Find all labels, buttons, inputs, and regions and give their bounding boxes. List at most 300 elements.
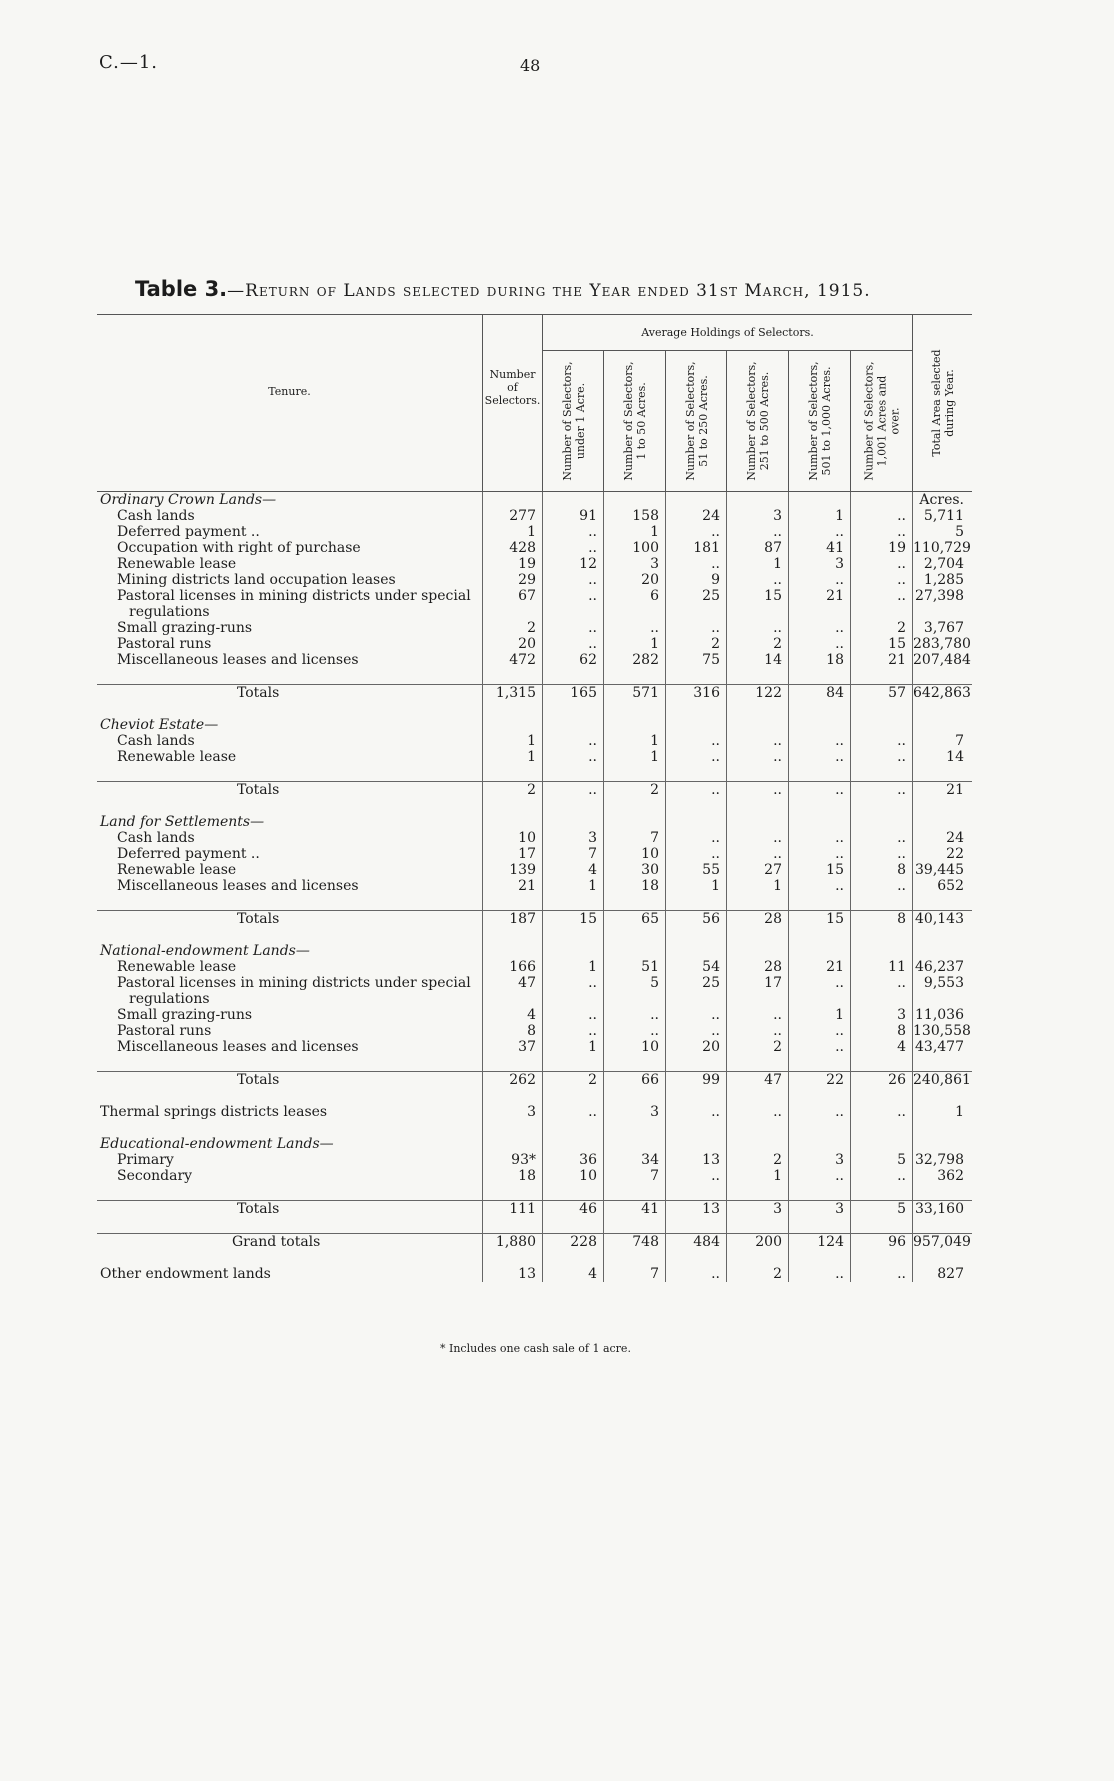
area-cell: 33,160 (912, 1201, 970, 1217)
value-cell (665, 492, 726, 508)
value-cell (603, 604, 665, 620)
value-cell: 29 (482, 572, 542, 588)
value-cell: 2 (726, 1266, 788, 1282)
tenure-cell (97, 556, 482, 572)
area-cell: 22 (912, 846, 970, 862)
table-row (97, 1007, 972, 1023)
tenure-cell (97, 991, 482, 1007)
row-spacer (97, 1250, 972, 1266)
value-cell: 30 (603, 862, 665, 878)
table-title (135, 277, 871, 301)
value-cell: .. (788, 1266, 850, 1282)
col-501-1000-header (788, 351, 851, 491)
value-cell: 37 (482, 1039, 542, 1055)
value-cell: .. (603, 1023, 665, 1039)
tenure-cell (97, 878, 482, 894)
col-1001-over-header (850, 351, 913, 491)
value-cell: .. (665, 1007, 726, 1023)
col-51-250-header (665, 351, 727, 491)
value-cell: 4 (542, 862, 603, 878)
value-cell: 19 (482, 556, 542, 572)
value-cell (788, 814, 850, 830)
value-cell: 41 (603, 1201, 665, 1217)
value-cell: 1 (788, 1007, 850, 1023)
value-cell: .. (788, 733, 850, 749)
value-cell: 2 (542, 1072, 603, 1088)
tenure-label: Renewable lease (117, 749, 237, 765)
tenure-cell (97, 540, 482, 556)
value-cell (850, 991, 912, 1007)
row-spacer (97, 1088, 972, 1104)
value-cell: .. (850, 1168, 912, 1184)
area-cell (912, 717, 970, 733)
tenure-label: Miscellaneous leases and licenses (117, 1039, 359, 1055)
tenure-label: Miscellaneous leases and licenses (117, 652, 359, 668)
area-cell: 827 (912, 1266, 970, 1282)
value-cell: .. (665, 782, 726, 798)
value-cell: .. (542, 540, 603, 556)
tenure-label: Land for Settlements— (100, 814, 265, 830)
value-cell (726, 814, 788, 830)
area-cell (912, 943, 970, 959)
value-cell: 1 (603, 524, 665, 540)
value-cell: 14 (726, 652, 788, 668)
value-cell: 1 (482, 733, 542, 749)
value-cell (850, 604, 912, 620)
value-cell: 3 (788, 1152, 850, 1168)
value-cell: 20 (665, 1039, 726, 1055)
table-row (97, 733, 972, 749)
value-cell: 1 (665, 878, 726, 894)
total-area-header (912, 315, 973, 491)
tenure-label: Secondary (117, 1168, 193, 1184)
area-cell: 5,711 (912, 508, 970, 524)
value-cell (542, 717, 603, 733)
document-reference: C.—1. (99, 52, 159, 73)
tenure-label: Pastoral runs (117, 1023, 212, 1039)
value-cell (542, 814, 603, 830)
value-cell: 67 (482, 588, 542, 604)
area-cell: 957,049 (913, 1234, 971, 1250)
value-cell: 10 (603, 846, 665, 862)
table-row (97, 749, 972, 765)
value-cell: .. (542, 572, 603, 588)
tenure-cell (97, 959, 482, 975)
area-cell: 39,445 (912, 862, 970, 878)
value-cell: 2 (726, 1039, 788, 1055)
value-cell: .. (788, 1039, 850, 1055)
value-cell (788, 943, 850, 959)
value-cell: 1 (542, 959, 603, 975)
table-row (97, 1152, 972, 1168)
value-cell: 75 (665, 652, 726, 668)
table-body (97, 492, 972, 1282)
value-cell: .. (850, 846, 912, 862)
value-cell (542, 1136, 603, 1152)
value-cell: .. (665, 524, 726, 540)
value-cell: 56 (665, 911, 726, 927)
area-cell: 32,798 (912, 1152, 970, 1168)
value-cell: 18 (788, 652, 850, 668)
row-spacer (97, 765, 972, 781)
value-cell: 54 (665, 959, 726, 975)
value-cell: 25 (665, 588, 726, 604)
value-cell: 18 (482, 1168, 542, 1184)
value-cell: .. (850, 572, 912, 588)
value-cell (665, 991, 726, 1007)
area-cell: 362 (912, 1168, 970, 1184)
tenure-cell (97, 1201, 482, 1217)
table-row (97, 604, 972, 620)
row-spacer (97, 668, 972, 684)
value-cell (788, 604, 850, 620)
tenure-cell (97, 620, 482, 636)
value-cell: 19 (850, 540, 912, 556)
tenure-header: Tenure. (268, 385, 311, 398)
value-cell: .. (542, 1023, 603, 1039)
value-cell: 20 (482, 636, 542, 652)
number-header: Number of Selectors. (482, 315, 542, 491)
tenure-cell (97, 636, 482, 652)
table-row (97, 959, 972, 975)
value-cell: 166 (482, 959, 542, 975)
tenure-cell (97, 830, 482, 846)
value-cell: 8 (850, 911, 912, 927)
value-cell: .. (850, 1266, 912, 1282)
area-cell: Acres. (912, 492, 970, 508)
value-cell: 5 (603, 975, 665, 991)
value-cell (603, 814, 665, 830)
value-cell: 3 (603, 556, 665, 572)
tenure-cell (97, 1072, 482, 1088)
totals-row (97, 910, 972, 927)
value-cell: 3 (603, 1104, 665, 1120)
tenure-label: Cheviot Estate— (100, 717, 219, 733)
value-cell: 84 (788, 685, 850, 701)
value-cell: .. (665, 733, 726, 749)
value-cell (665, 604, 726, 620)
value-cell (482, 814, 542, 830)
value-cell: .. (850, 749, 912, 765)
tenure-label: Miscellaneous leases and licenses (117, 878, 359, 894)
value-cell: 571 (603, 685, 665, 701)
value-cell: 13 (665, 1152, 726, 1168)
value-cell: .. (542, 636, 603, 652)
totals-row (97, 781, 972, 798)
value-cell: 10 (542, 1168, 603, 1184)
table-row (97, 846, 972, 862)
value-cell: 1 (726, 556, 788, 572)
area-cell (912, 604, 970, 620)
col-501-1000-label: Number of Selectors, 501 to 1,000 Acres. (807, 361, 833, 481)
section-row (97, 492, 972, 508)
value-cell: 10 (482, 830, 542, 846)
area-cell: 21 (912, 782, 970, 798)
area-cell: 207,484 (913, 652, 971, 668)
totals-row (97, 1200, 972, 1217)
value-cell: .. (665, 1168, 726, 1184)
tenure-cell (97, 1104, 482, 1120)
value-cell: 124 (788, 1234, 850, 1250)
value-cell: 282 (603, 652, 665, 668)
area-cell (912, 814, 970, 830)
value-cell: 15 (726, 588, 788, 604)
value-cell: 17 (482, 846, 542, 862)
tenure-label: Totals (237, 685, 280, 701)
row-spacer (97, 1120, 972, 1136)
col-1-50-header (603, 351, 666, 491)
value-cell: 46 (542, 1201, 603, 1217)
table-row (97, 556, 972, 572)
tenure-label: regulations (129, 991, 210, 1007)
section-row (97, 814, 972, 830)
tenure-label: Educational-endowment Lands— (100, 1136, 334, 1152)
table-row (97, 1039, 972, 1055)
tenure-label: Mining districts land occupation leases (117, 572, 396, 588)
value-cell: 99 (665, 1072, 726, 1088)
value-cell: 6 (603, 588, 665, 604)
tenure-cell (97, 1023, 482, 1039)
value-cell: .. (726, 1007, 788, 1023)
footnote: * Includes one cash sale of 1 acre. (440, 1342, 631, 1355)
table-row (97, 524, 972, 540)
tenure-label: Pastoral licenses in mining districts under special (117, 975, 471, 991)
value-cell: 28 (726, 959, 788, 975)
grand-totals-row (97, 1233, 972, 1250)
area-cell: 642,863 (913, 685, 971, 701)
value-cell: 9 (665, 572, 726, 588)
tenure-cell (97, 749, 482, 765)
value-cell: 100 (603, 540, 665, 556)
value-cell: .. (542, 1104, 603, 1120)
value-cell (482, 991, 542, 1007)
value-cell: 21 (788, 588, 850, 604)
table-row (97, 830, 972, 846)
value-cell: .. (726, 782, 788, 798)
value-cell: 21 (482, 878, 542, 894)
area-cell: 1 (912, 1104, 970, 1120)
tenure-cell (97, 508, 482, 524)
value-cell: 1 (726, 1168, 788, 1184)
value-cell: .. (788, 830, 850, 846)
value-cell: 8 (850, 1023, 912, 1039)
value-cell: 15 (542, 911, 603, 927)
area-cell: 2,704 (912, 556, 970, 572)
value-cell: 748 (603, 1234, 665, 1250)
section-row (97, 943, 972, 959)
value-cell (726, 991, 788, 1007)
value-cell: 12 (542, 556, 603, 572)
area-cell: 9,553 (912, 975, 970, 991)
tenure-label: Occupation with right of purchase (117, 540, 361, 556)
area-cell: 1,285 (912, 572, 970, 588)
value-cell (542, 604, 603, 620)
table-row (97, 636, 972, 652)
lands-table (97, 314, 972, 1282)
value-cell (482, 717, 542, 733)
value-cell (482, 943, 542, 959)
tenure-label: Pastoral runs (117, 636, 212, 652)
value-cell: 2 (726, 636, 788, 652)
value-cell (542, 943, 603, 959)
value-cell: .. (726, 572, 788, 588)
value-cell: .. (788, 1168, 850, 1184)
tenure-label: regulations (129, 604, 210, 620)
area-cell: 240,861 (913, 1072, 971, 1088)
tenure-cell (97, 814, 482, 830)
value-cell (542, 492, 603, 508)
value-cell: .. (542, 620, 603, 636)
tenure-label: Small grazing-runs (117, 1007, 253, 1023)
table-caption: —Return of Lands selected during the Year ended 31st March, 1915. (227, 281, 871, 301)
table-row (97, 620, 972, 636)
tenure-label: Grand totals (232, 1234, 321, 1250)
tenure-cell (97, 911, 482, 927)
table-row (97, 508, 972, 524)
value-cell: 3 (788, 556, 850, 572)
table-row (97, 1104, 972, 1120)
table-row (97, 878, 972, 894)
value-cell: 316 (665, 685, 726, 701)
tenure-cell (97, 943, 482, 959)
area-cell: 40,143 (912, 911, 970, 927)
value-cell: .. (726, 749, 788, 765)
value-cell (850, 1136, 912, 1152)
tenure-cell (97, 862, 482, 878)
value-cell: 3 (726, 1201, 788, 1217)
value-cell (850, 717, 912, 733)
table-row (97, 862, 972, 878)
tenure-cell (97, 782, 482, 798)
value-cell: 65 (603, 911, 665, 927)
value-cell: 47 (482, 975, 542, 991)
totals-row (97, 1071, 972, 1088)
value-cell: 1 (542, 1039, 603, 1055)
value-cell (603, 943, 665, 959)
value-cell: 21 (850, 652, 912, 668)
value-cell: .. (665, 749, 726, 765)
value-cell: .. (542, 524, 603, 540)
table-row (97, 1023, 972, 1039)
tenure-cell (97, 733, 482, 749)
value-cell: 57 (850, 685, 912, 701)
value-cell (542, 991, 603, 1007)
value-cell: 7 (603, 1266, 665, 1282)
value-cell: 3 (542, 830, 603, 846)
value-cell: 17 (726, 975, 788, 991)
value-cell: .. (603, 620, 665, 636)
value-cell: 1 (603, 749, 665, 765)
value-cell: .. (850, 588, 912, 604)
value-cell: .. (788, 975, 850, 991)
value-cell: 21 (788, 959, 850, 975)
value-cell: 36 (542, 1152, 603, 1168)
value-cell: 7 (603, 830, 665, 846)
value-cell: .. (850, 1104, 912, 1120)
tenure-cell (97, 492, 482, 508)
area-cell: 11,036 (912, 1007, 970, 1023)
value-cell (788, 1136, 850, 1152)
value-cell: .. (665, 830, 726, 846)
value-cell (603, 492, 665, 508)
value-cell: 15 (850, 636, 912, 652)
value-cell: .. (726, 1104, 788, 1120)
tenure-label: Totals (237, 1201, 280, 1217)
value-cell: .. (788, 636, 850, 652)
value-cell: .. (726, 733, 788, 749)
row-spacer (97, 1184, 972, 1200)
value-cell: 1 (603, 636, 665, 652)
value-cell: 1 (726, 878, 788, 894)
value-cell (788, 717, 850, 733)
value-cell: 22 (788, 1072, 850, 1088)
tenure-cell (97, 846, 482, 862)
value-cell: 25 (665, 975, 726, 991)
value-cell: 51 (603, 959, 665, 975)
value-cell: .. (850, 524, 912, 540)
value-cell: 18 (603, 878, 665, 894)
value-cell: .. (665, 1023, 726, 1039)
tenure-cell (97, 685, 482, 701)
value-cell (850, 943, 912, 959)
table-row (97, 1168, 972, 1184)
value-cell: .. (665, 556, 726, 572)
tenure-cell (97, 588, 482, 604)
value-cell: 122 (726, 685, 788, 701)
value-cell: 484 (665, 1234, 726, 1250)
value-cell: 87 (726, 540, 788, 556)
value-cell: 41 (788, 540, 850, 556)
value-cell: 1 (542, 878, 603, 894)
table-row (97, 991, 972, 1007)
value-cell: .. (665, 846, 726, 862)
row-spacer (97, 1217, 972, 1233)
value-cell: 7 (542, 846, 603, 862)
value-cell (788, 991, 850, 1007)
tenure-cell (97, 652, 482, 668)
tenure-cell (97, 1234, 482, 1250)
area-cell (912, 991, 970, 1007)
value-cell: 3 (850, 1007, 912, 1023)
col-251-500-label: Number of Selectors, 251 to 500 Acres. (745, 361, 771, 481)
value-cell: 2 (850, 620, 912, 636)
value-cell: 5 (850, 1201, 912, 1217)
average-holdings-header: Average Holdings of Selectors. (542, 315, 912, 351)
value-cell (482, 604, 542, 620)
area-cell: 283,780 (913, 636, 971, 652)
value-cell: .. (726, 1023, 788, 1039)
value-cell: 2 (482, 782, 542, 798)
value-cell: .. (850, 508, 912, 524)
value-cell: 66 (603, 1072, 665, 1088)
value-cell: .. (788, 782, 850, 798)
value-cell: .. (788, 620, 850, 636)
value-cell: 15 (788, 862, 850, 878)
value-cell: .. (788, 749, 850, 765)
tenure-label: Renewable lease (117, 556, 237, 572)
value-cell: 24 (665, 508, 726, 524)
tenure-label: Primary (117, 1152, 174, 1168)
value-cell: 3 (726, 508, 788, 524)
totals-row (97, 684, 972, 701)
value-cell: 15 (788, 911, 850, 927)
table-row (97, 1266, 972, 1282)
col-1001-over-label: Number of Selectors, 1,001 Acres and over. (862, 361, 902, 481)
tenure-label: Renewable lease (117, 862, 237, 878)
value-cell: .. (665, 1266, 726, 1282)
value-cell: 1 (788, 508, 850, 524)
area-cell: 130,558 (913, 1023, 971, 1039)
